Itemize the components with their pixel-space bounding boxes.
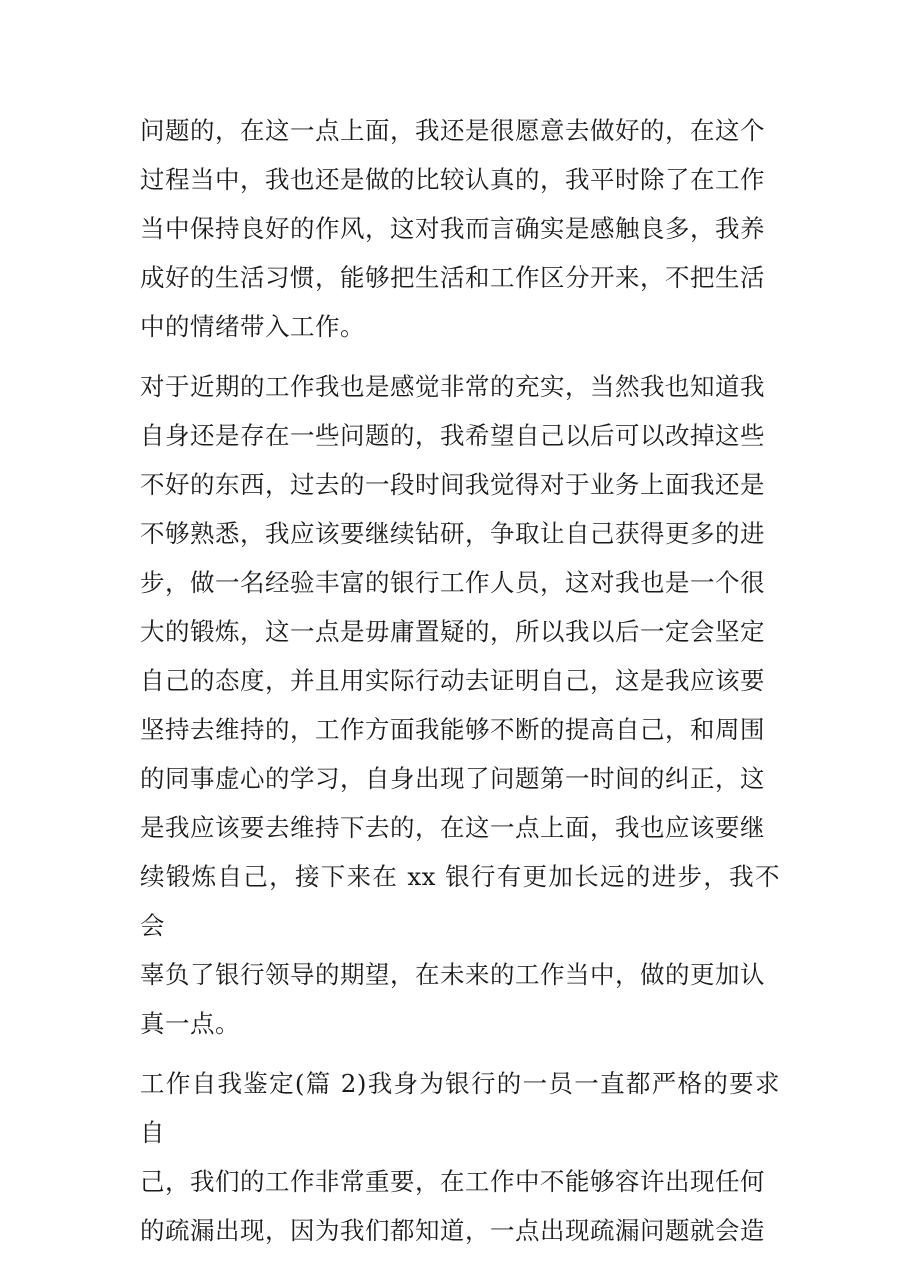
text-line: 的疏漏出现，因为我们都知道，一点出现疏漏问题就会造 bbox=[140, 1216, 765, 1245]
text-line: 不够熟悉，我应该要继续钻研，争取让自己获得更多的进 bbox=[140, 519, 765, 548]
text-line: 当中保持良好的作风，这对我而言确实是感触良多，我养 bbox=[140, 214, 765, 243]
text-line: 自身还是存在一些问题的，我希望自己以后可以改掉这些 bbox=[140, 421, 765, 450]
paragraph-1 bbox=[140, 106, 780, 351]
paragraph-2 bbox=[140, 362, 780, 1048]
text-line: 成好的生活习惯，能够把生活和工作区分开来，不把生活 bbox=[140, 263, 765, 292]
text-line: 中的情绪带入工作。 bbox=[140, 312, 365, 341]
text-line: 续锻炼自己，接下来在 xx 银行有更加长远的进步，我不会 bbox=[140, 862, 780, 940]
text-line: 真一点。 bbox=[140, 1009, 240, 1038]
paragraph-3 bbox=[140, 1059, 780, 1255]
text-line: 坚持去维持的，工作方面我能够不断的提高自己，和周围 bbox=[140, 715, 765, 744]
document-body bbox=[140, 106, 780, 1255]
text-line: 是我应该要去维持下去的，在这一点上面，我也应该要继 bbox=[140, 813, 765, 842]
text-line: 工作自我鉴定(篇 2)我身为银行的一员一直都严格的要求自 bbox=[140, 1069, 780, 1147]
text-line: 问题的，在这一点上面，我还是很愿意去做好的，在这个 bbox=[140, 116, 765, 145]
text-line: 的同事虚心的学习，自身出现了问题第一时间的纠正，这 bbox=[140, 764, 765, 793]
text-line: 辜负了银行领导的期望，在未来的工作当中，做的更加认 bbox=[140, 960, 765, 989]
text-line: 大的锻炼，这一点是毋庸置疑的，所以我以后一定会坚定 bbox=[140, 617, 765, 646]
text-line: 己，我们的工作非常重要，在工作中不能够容许出现任何 bbox=[140, 1167, 765, 1196]
text-line: 自己的态度，并且用实际行动去证明自己，这是我应该要 bbox=[140, 666, 765, 695]
text-line: 步，做一名经验丰富的银行工作人员，这对我也是一个很 bbox=[140, 568, 765, 597]
text-line: 过程当中，我也还是做的比较认真的，我平时除了在工作 bbox=[140, 165, 765, 194]
text-line: 不好的东西，过去的一段时间我觉得对于业务上面我还是 bbox=[140, 470, 765, 499]
text-line: 对于近期的工作我也是感觉非常的充实，当然我也知道我 bbox=[140, 372, 765, 401]
